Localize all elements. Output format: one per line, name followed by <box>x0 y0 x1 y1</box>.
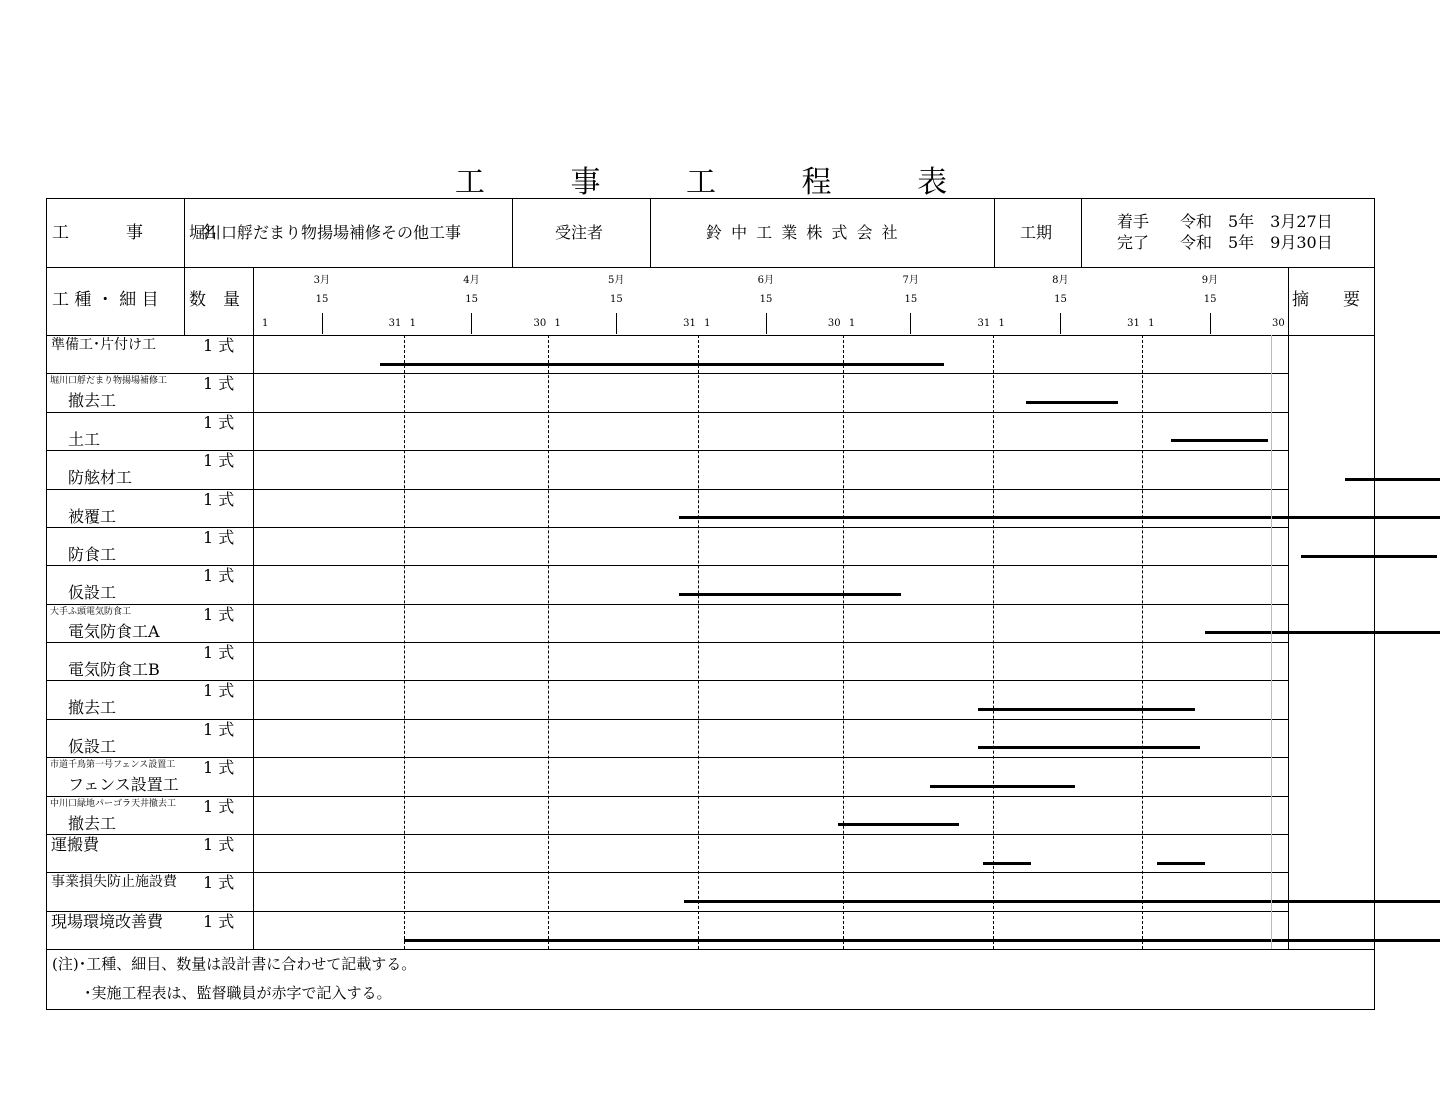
row-qty: 1 式 <box>203 643 235 662</box>
divider <box>253 267 254 949</box>
row-qty: 1 式 <box>203 719 235 739</box>
schedule-bar <box>983 862 1031 865</box>
row-qty: 1 式 <box>203 489 235 509</box>
month-label: 5月 <box>608 275 625 286</box>
row-label: 撤去工 <box>68 391 117 411</box>
row-label: 電気防食工B <box>68 660 160 679</box>
schedule-bar <box>684 900 1440 903</box>
schedule-bar <box>978 708 1195 711</box>
mid-day-tick <box>766 313 767 334</box>
schedule-bar <box>978 746 1200 749</box>
divider <box>512 198 513 267</box>
row-label: 運搬費 <box>51 834 100 854</box>
row-label: 撤去工 <box>68 698 117 718</box>
divider <box>46 949 1375 950</box>
end-day-label: 31 <box>683 318 696 329</box>
end-day-label: 30 <box>533 318 547 329</box>
row-qty: 1 式 <box>203 681 235 701</box>
end-day-label: 30 <box>1272 318 1285 329</box>
start-day-label: 1 <box>1148 318 1155 329</box>
schedule-bar <box>1026 401 1118 404</box>
row-label: 防舷材工 <box>68 468 133 488</box>
end-day-label: 31 <box>1127 318 1140 329</box>
remarks-column-header: 摘 要 <box>1292 290 1360 310</box>
month-boundary-line <box>1142 335 1143 949</box>
row-qty: 1 式 <box>203 796 235 816</box>
month-label: 3月 <box>313 275 330 286</box>
mid-day-tick <box>616 313 617 334</box>
divider <box>46 267 1375 268</box>
row-label: 仮設工 <box>68 736 117 756</box>
project-label: 工 事 名 <box>52 223 237 243</box>
row-qty: 1 式 <box>203 527 235 547</box>
start-day-label: 1 <box>848 318 856 329</box>
start-day-label: 1 <box>998 318 1005 329</box>
schedule-bar <box>1350 555 1437 558</box>
row-qty: 1 式 <box>203 758 235 778</box>
mid-day-label: 15 <box>1054 294 1067 305</box>
note-2: ･実施工程表は、監督職員が赤字で記入する。 <box>84 984 392 1002</box>
month-label: 4月 <box>463 275 480 286</box>
schedule-bar <box>404 939 1440 942</box>
note-1: (注)･工種、細目、数量は設計書に合わせて記載する。 <box>52 955 417 973</box>
month-boundary-line <box>843 335 844 949</box>
row-category: 大手ふ頭電気防食工 <box>50 606 132 617</box>
end-day-label: 30 <box>827 318 841 329</box>
month-boundary-line <box>404 335 405 949</box>
month-label: 8月 <box>1052 275 1069 286</box>
divider <box>184 198 185 335</box>
row-category: 堀川口艀だまり物揚場補修工 <box>50 376 168 387</box>
schedule-bar <box>1157 862 1205 865</box>
mid-day-label: 15 <box>759 294 773 305</box>
row-category: 中川口緑地パーゴラ天井撤去工 <box>50 798 177 809</box>
row-label: 撤去工 <box>68 813 117 833</box>
schedule-bar <box>679 516 1440 519</box>
qty-column-header: 数 量 <box>189 290 240 310</box>
row-label: 防食工 <box>68 544 117 564</box>
row-qty: 1 式 <box>203 336 235 355</box>
end-label: 完了 <box>1117 233 1150 252</box>
page-title: 工 事 工 程 表 <box>454 165 986 200</box>
divider <box>46 335 1375 336</box>
row-qty: 1 式 <box>203 566 235 586</box>
divider <box>650 198 651 267</box>
start-day-label: 1 <box>262 318 269 329</box>
period-label: 工期 <box>1020 223 1053 242</box>
row-label: 電気防食工A <box>68 621 160 641</box>
mid-day-label: 15 <box>610 294 623 305</box>
row-qty: 1 式 <box>203 412 235 432</box>
divider <box>994 198 995 267</box>
project-name: 堀川口艀だまり物揚場補修その他工事 <box>189 223 462 242</box>
schedule-bar <box>1345 478 1440 481</box>
start-day-label: 1 <box>409 318 416 329</box>
divider <box>1288 267 1289 949</box>
schedule-bar <box>1205 631 1440 634</box>
row-qty: 1 式 <box>203 873 235 893</box>
mid-day-tick <box>471 313 472 334</box>
mid-day-label: 15 <box>904 294 918 305</box>
row-label: 被覆工 <box>68 506 117 526</box>
row-label: フェンス設置工 <box>68 775 179 795</box>
mid-day-tick <box>1060 313 1061 334</box>
row-label: 現場環境改善費 <box>51 911 164 931</box>
row-qty: 1 式 <box>203 374 235 394</box>
contractor-label: 受注者 <box>555 223 604 242</box>
start-day-label: 1 <box>704 318 711 329</box>
schedule-bar <box>838 823 959 826</box>
chart-end-line <box>1271 335 1272 949</box>
month-boundary-line <box>548 335 549 949</box>
row-category: 市道千鳥第一号フェンス設置工 <box>50 760 176 771</box>
month-boundary-line <box>993 335 994 949</box>
start-value: 令和 5年 3月27日 <box>1180 212 1333 231</box>
end-day-label: 31 <box>388 318 402 329</box>
row-qty: 1 式 <box>203 451 235 471</box>
divider <box>1081 198 1082 267</box>
end-value: 令和 5年 9月30日 <box>1180 233 1333 252</box>
row-label: 準備工･片付け工 <box>51 337 156 353</box>
mid-day-label: 15 <box>1203 294 1217 305</box>
mid-day-tick <box>910 313 911 334</box>
start-label: 着手 <box>1117 212 1150 231</box>
item-column-header: 工 種 ・ 細 目 <box>52 290 159 310</box>
schedule-bar <box>1171 439 1268 442</box>
contractor-name: 鈴 中 工 業 株 式 会 社 <box>706 223 898 242</box>
schedule-bar <box>380 363 945 366</box>
end-day-label: 31 <box>977 318 991 329</box>
month-label: 7月 <box>902 275 919 286</box>
row-qty: 1 式 <box>203 834 235 854</box>
mid-day-tick <box>322 313 323 334</box>
month-boundary-line <box>698 335 699 949</box>
row-qty: 1 式 <box>203 604 235 624</box>
row-label: 仮設工 <box>68 583 117 603</box>
mid-day-tick <box>1210 313 1211 334</box>
month-label: 6月 <box>757 275 775 286</box>
mid-day-label: 15 <box>315 294 329 305</box>
row-label: 土工 <box>68 429 101 449</box>
row-qty: 1 式 <box>203 911 235 931</box>
row-label: 事業損失防止施設費 <box>51 874 177 891</box>
schedule-bar <box>930 785 1075 788</box>
month-label: 9月 <box>1201 275 1219 286</box>
schedule-bar <box>679 593 901 596</box>
mid-day-label: 15 <box>465 294 478 305</box>
start-day-label: 1 <box>554 318 561 329</box>
